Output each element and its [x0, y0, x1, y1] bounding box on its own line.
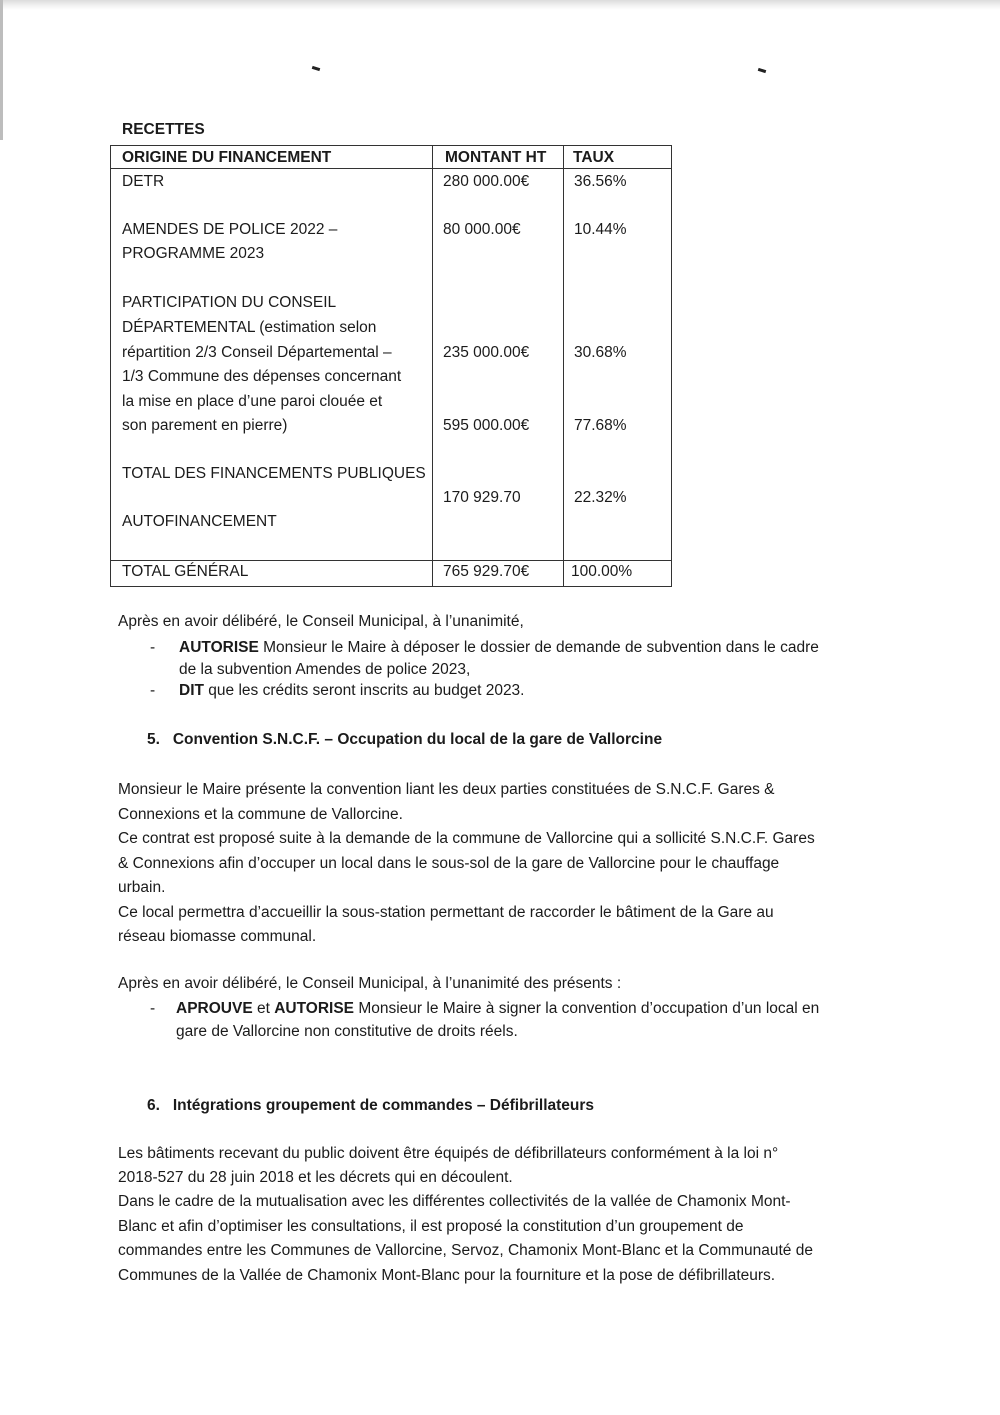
scan-edge-top — [0, 0, 1000, 10]
section-5-line: Connexions et la commune de Vallorcine. — [118, 806, 403, 823]
section-5-line: Ce contrat est proposé suite à la demande de la commune de Vallorcine qui a sollicité S.N.C.F. Gares — [118, 830, 815, 847]
origin-participation-line: son parement en pierre) — [122, 417, 288, 434]
section-6-line: Blanc et afin d’optimiser les consultations, il est proposé la constitution d’un groupement de — [118, 1218, 744, 1235]
rate-cell: 30.68% — [574, 344, 627, 361]
decision-text: que les crédits seront inscrits au budget 2023. — [203, 682, 525, 699]
section-title: RECETTES — [122, 121, 205, 138]
decision-keyword: AUTORISE — [274, 1000, 355, 1017]
section-6-line: Les bâtiments recevant du public doivent être équipés de défibrillateurs conformément à la loi n° — [118, 1145, 779, 1162]
amount-cell: 235 000.00€ — [443, 344, 530, 361]
decision-text: Monsieur le Maire à déposer le dossier de demande de subvention dans le cadre — [258, 639, 819, 656]
decision-keyword: AUTORISE — [179, 639, 259, 656]
scan-speck — [758, 68, 767, 73]
decision-item-approuve — [176, 998, 819, 1020]
amount-cell: 170 929.70 — [443, 489, 521, 506]
decision-text: Monsieur le Maire à signer la convention d’occupation d’un local en — [354, 1000, 820, 1017]
header-origin: ORIGINE DU FINANCEMENT — [122, 149, 332, 166]
column-divider — [432, 146, 433, 586]
section-5-line: réseau biomasse communal. — [118, 928, 317, 945]
list-dash: - — [150, 1000, 156, 1017]
recettes-table — [110, 145, 672, 587]
total-rate: 100.00% — [571, 563, 633, 580]
section-5-line: & Connexions afin d’occuper un local dans le sous-sol de la gare de Vallorcine pour le chauffage — [118, 855, 780, 872]
scan-edge-left — [0, 0, 3, 140]
amount-cell: 80 000.00€ — [443, 221, 521, 238]
amount-cell: 595 000.00€ — [443, 417, 530, 434]
origin-participation-line: la mise en place d’une paroi clouée et — [122, 393, 383, 410]
origin-autofinancement: AUTOFINANCEMENT — [122, 513, 277, 530]
deliberation-intro: Après en avoir délibéré, le Conseil Municipal, à l’unanimité des présents : — [118, 975, 622, 992]
origin-participation-line: DÉPARTEMENTAL (estimation selon — [122, 319, 377, 336]
decision-item-continuation: gare de Vallorcine non constitutive de droits réels. — [176, 1023, 518, 1040]
header-rate: TAUX — [573, 149, 615, 166]
deliberation-intro: Après en avoir délibéré, le Conseil Municipal, à l’unanimité, — [118, 613, 524, 630]
decision-keyword: DIT — [179, 682, 204, 699]
total-amount: 765 929.70€ — [443, 563, 530, 580]
rate-cell: 77.68% — [574, 417, 627, 434]
origin-amendes-line: PROGRAMME 2023 — [122, 245, 265, 262]
decision-keyword: APROUVE — [176, 1000, 253, 1017]
rate-cell: 36.56% — [574, 173, 627, 190]
origin-participation-line: PARTICIPATION DU CONSEIL — [122, 294, 337, 311]
rate-cell: 22.32% — [574, 489, 627, 506]
origin-detr: DETR — [122, 173, 165, 190]
scan-speck — [312, 66, 321, 71]
decision-item-autorise — [179, 637, 819, 659]
list-dash: - — [150, 682, 156, 699]
total-label: TOTAL GÉNÉRAL — [122, 563, 249, 580]
amount-cell: 280 000.00€ — [443, 173, 530, 190]
section-5-line: Monsieur le Maire présente la convention liant les deux parties constituées de S.N.C.F. Gares & — [118, 781, 775, 798]
section-5-line: urbain. — [118, 879, 166, 896]
decision-item-continuation: de la subvention Amendes de police 2023, — [179, 661, 471, 678]
section-6-line: Communes de la Vallée de Chamonix Mont-Blanc pour la fourniture et la pose de défibrillateurs. — [118, 1267, 776, 1284]
rate-cell: 10.44% — [574, 221, 627, 238]
column-divider — [563, 146, 564, 586]
section-6-line: Dans le cadre de la mutualisation avec les différentes collectivités de la vallée de Chamonix Mont- — [118, 1193, 791, 1210]
section-6-heading: 6. Intégrations groupement de commandes – Défibrillateurs — [147, 1097, 595, 1114]
header-amount: MONTANT HT — [445, 149, 547, 166]
origin-participation-line: 1/3 Commune des dépenses concernant — [122, 368, 402, 385]
section-6-line: commandes entre les Communes de Vallorcine, Servoz, Chamonix Mont-Blanc et la Communauté de — [118, 1242, 813, 1259]
decision-item-dit — [179, 680, 525, 702]
section-5-line: Ce local permettra d’accueillir la sous-station permettant de raccorder le bâtiment de la Gare au — [118, 904, 774, 921]
section-5-heading: 5. Convention S.N.C.F. – Occupation du local de la gare de Vallorcine — [147, 731, 663, 748]
origin-participation-line: répartition 2/3 Conseil Départemental – — [122, 344, 392, 361]
origin-total-public: TOTAL DES FINANCEMENTS PUBLIQUES — [122, 465, 426, 482]
section-6-line: 2018-527 du 28 juin 2018 et les décrets qui en découlent. — [118, 1169, 513, 1186]
decision-text: et — [252, 1000, 275, 1017]
list-dash: - — [150, 639, 156, 656]
origin-amendes-line: AMENDES DE POLICE 2022 – — [122, 221, 338, 238]
